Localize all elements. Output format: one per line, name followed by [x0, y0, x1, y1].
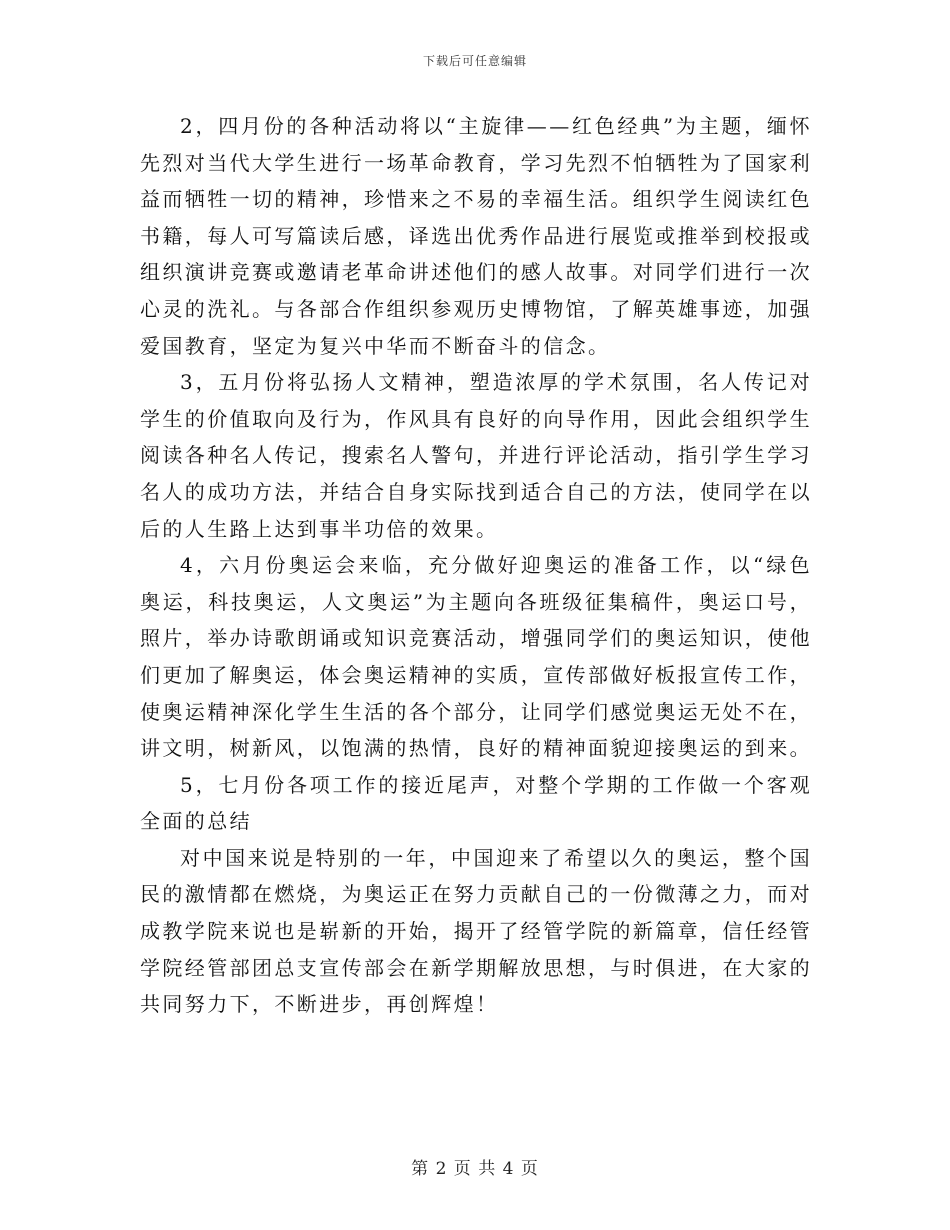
paragraph-conclusion: 对中国来说是特别的一年，中国迎来了希望以久的奥运，整个国民的激情都在燃烧，为奥运正在努力贡献自己的一份微薄之力，而对成教学院来说也是崭新的开始，揭开了经管学院的新篇章，信任经管学院经管部团总支宣传部会在新学期解放思想，与时俱进，在大家的共同努力下，不断进步，再创辉煌！ — [140, 845, 812, 1017]
paragraph-may: 3，五月份将弘扬人文精神，塑造浓厚的学术氛围，名人传记对学生的价值取向及行为，作风具有良好的向导作用，因此会组织学生阅读各种名人传记，搜索名人警句，并进行评论活动，指引学生学习名人的成功方法，并结合自身实际找到适合自己的方法，使同学在以后的人生路上达到事半功倍的效果。 — [140, 370, 812, 541]
document-body — [140, 108, 812, 1023]
paragraph-june: 4，六月份奥运会来临，充分做好迎奥运的准备工作，以“绿色奥运，科技奥运，人文奥运”为主题向各班级征集稿件，奥运口号，照片，举办诗歌朗诵或知识竞赛活动，增强同学们的奥运知识，使他们更加了解奥运，体会奥运精神的实质，宣传部做好板报宣传工作，使奥运精神深化学生生活的各个部分，让同学们感觉奥运无处不在，讲文明，树新风，以饱满的热情，良好的精神面貌迎接奥运的到来。 — [140, 553, 812, 761]
page-number-footer: 第 2 页 共 4 页 — [411, 1159, 539, 1179]
paragraph-july: 5，七月份各项工作的接近尾声，对整个学期的工作做一个客观全面的总结 — [140, 772, 812, 834]
page-header: 下载后可任意编辑 — [422, 54, 527, 68]
paragraph-april: 2，四月份的各种活动将以“主旋律——红色经典”为主题，缅怀先烈对当代大学生进行一场革命教育，学习先烈不怕牺牲为了国家利益而牺牲一切的精神，珍惜来之不易的幸福生活。组织学生阅读红色书籍，每人可写篇读后感，译选出优秀作品进行展览或推举到校报或组织演讲竞赛或邀请老革命讲述他们的感人故事。对同学们进行一次心灵的洗礼。与各部合作组织参观历史博物馆，了解英雄事迹，加强爱国教育，坚定为复兴中华而不断奋斗的信念。 — [140, 114, 812, 358]
